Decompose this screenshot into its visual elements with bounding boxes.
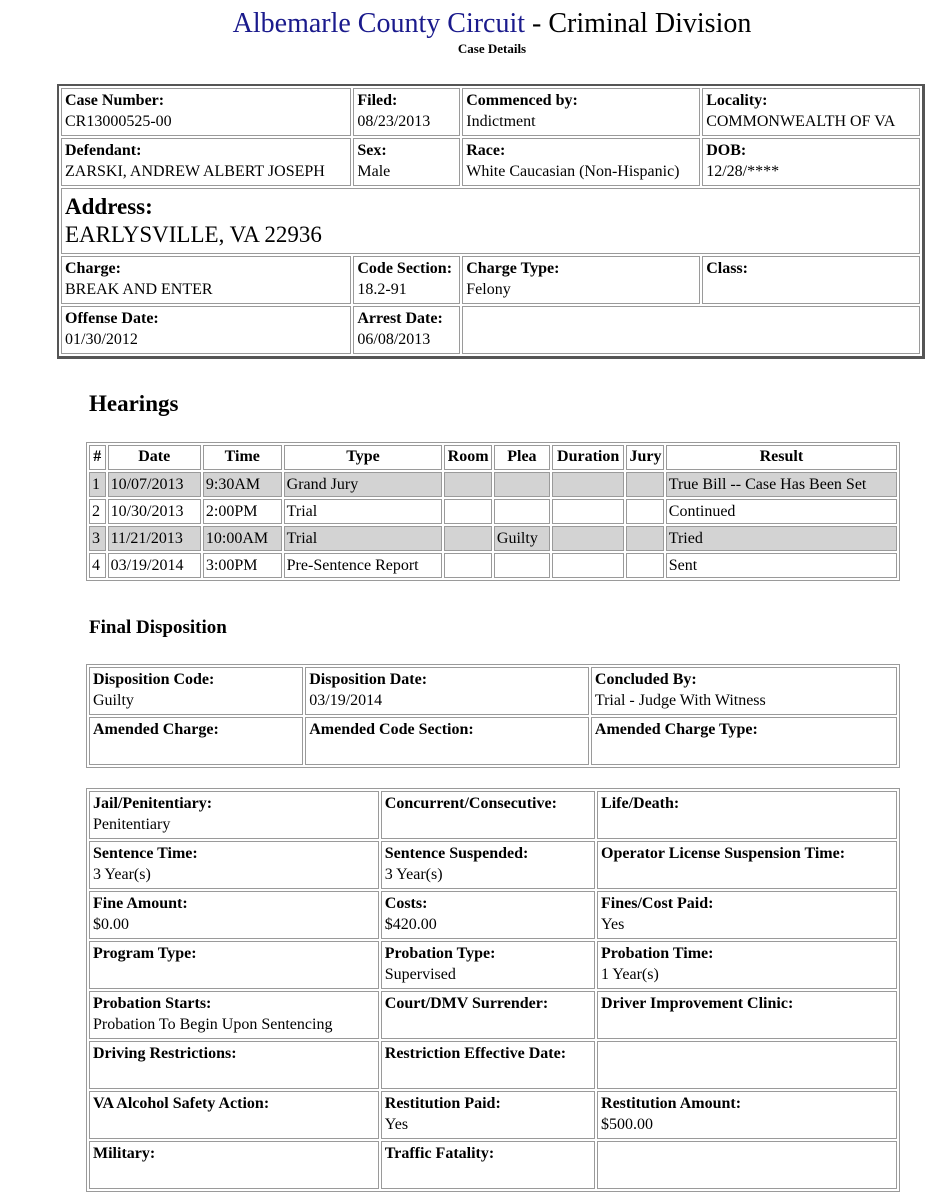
hearing-plea: Guilty [494, 526, 550, 551]
concurrent-cell [381, 791, 595, 839]
address-label: Address: [65, 194, 153, 219]
court-name: Albemarle County Circuit [232, 8, 526, 39]
jail-label: Jail/Penitentiary: [93, 795, 213, 812]
locality-value: COMMONWEALTH OF VA [706, 113, 896, 130]
sentence-suspended-value: 3 Year(s) [384, 866, 443, 883]
sex-value: Male [357, 163, 391, 180]
life-death-label: Life/Death: [601, 795, 680, 812]
jail-cell [89, 791, 379, 839]
column-header: Result [666, 445, 897, 470]
table-row [89, 553, 897, 578]
hearing-jury [626, 553, 663, 578]
filed-label: Filed: [357, 92, 398, 109]
hearing-date: 10/30/2013 [108, 499, 201, 524]
hearing-result: Continued [666, 499, 897, 524]
hearing-room [444, 472, 492, 497]
amended-charge-type-label: Amended Charge Type: [594, 721, 758, 738]
restitution-amount-label: Restitution Amount: [601, 1095, 742, 1112]
fines-paid-label: Fines/Cost Paid: [601, 895, 714, 912]
race-value: White Caucasian (Non-Hispanic) [466, 163, 680, 180]
page-header [0, 8, 934, 57]
table-row [89, 526, 897, 551]
hearing-duration [552, 472, 625, 497]
page-title [0, 8, 934, 40]
dob-value: 12/28/**** [706, 163, 780, 180]
costs-label: Costs: [384, 895, 428, 912]
hearing-date: 11/21/2013 [108, 526, 201, 551]
fine-amount-value: $0.00 [93, 916, 129, 933]
column-header: Date [108, 445, 201, 470]
hearing-jury [626, 526, 663, 551]
disposition-date-label: Disposition Date: [309, 671, 428, 688]
restitution-amount-value: $500.00 [601, 1116, 654, 1133]
commenced-by-value: Indictment [466, 113, 536, 130]
hearing-plea [494, 499, 550, 524]
commenced-by-cell [462, 88, 700, 136]
case-details-table [57, 84, 925, 359]
concluded-by-cell [591, 667, 897, 715]
military-cell [89, 1141, 379, 1189]
table-row [89, 499, 897, 524]
traffic-fatality-label: Traffic Fatality: [384, 1145, 495, 1162]
defendant-cell [61, 138, 351, 186]
restitution-paid-value: Yes [384, 1116, 409, 1133]
operator-license-label: Operator License Suspension Time: [601, 845, 846, 862]
restitution-paid-cell [381, 1091, 595, 1139]
program-type-cell [89, 941, 379, 989]
empty-cell [597, 1141, 897, 1189]
class-label: Class: [706, 260, 748, 277]
program-type-label: Program Type: [93, 945, 197, 962]
hearing-date: 10/07/2013 [108, 472, 201, 497]
filed-value: 08/23/2013 [357, 113, 431, 130]
probation-starts-label: Probation Starts: [93, 995, 212, 1012]
charge-cell [61, 256, 351, 304]
charge-type-cell [462, 256, 700, 304]
probation-time-value: 1 Year(s) [601, 966, 659, 983]
driving-restrictions-cell [89, 1041, 379, 1089]
amended-code-section-cell [305, 717, 589, 765]
probation-type-label: Probation Type: [384, 945, 496, 962]
locality-cell [702, 88, 920, 136]
column-header: Time [203, 445, 282, 470]
hearing-room [444, 553, 492, 578]
hearing-type: Trial [284, 499, 443, 524]
hearing-date: 03/19/2014 [108, 553, 201, 578]
amended-code-section-label: Amended Code Section: [309, 721, 474, 738]
defendant-value: ZARSKI, ANDREW ALBERT JOSEPH [65, 163, 325, 180]
hearing-type: Trial [284, 526, 443, 551]
traffic-fatality-cell [381, 1141, 595, 1189]
jail-value: Penitentiary [93, 816, 171, 833]
sentence-time-cell [89, 841, 379, 889]
arrest-date-label: Arrest Date: [357, 310, 443, 327]
court-dmv-label: Court/DMV Surrender: [384, 995, 549, 1012]
hearing-jury [626, 499, 663, 524]
page-subtitle: Case Details [457, 41, 527, 56]
hearing-room [444, 526, 492, 551]
offense-date-cell [61, 306, 351, 354]
hearing-num: 2 [89, 499, 106, 524]
hearing-result: Sent [666, 553, 897, 578]
hearing-num: 1 [89, 472, 106, 497]
hearings-table [86, 442, 900, 581]
probation-starts-value: Probation To Begin Upon Sentencing [93, 1016, 333, 1033]
title-separator: - [525, 8, 549, 39]
defendant-label: Defendant: [65, 142, 142, 159]
column-header: Plea [494, 445, 550, 470]
sentence-table [86, 788, 900, 1192]
column-header: Jury [626, 445, 663, 470]
case-number-value: CR13000525-00 [65, 113, 172, 130]
code-section-value: 18.2-91 [357, 281, 407, 298]
va-alcohol-cell [89, 1091, 379, 1139]
arrest-date-value: 06/08/2013 [357, 331, 431, 348]
dob-label: DOB: [706, 142, 747, 159]
charge-label: Charge: [65, 260, 121, 277]
sentence-suspended-cell [381, 841, 595, 889]
probation-type-value: Supervised [384, 966, 456, 983]
hearing-duration [552, 553, 625, 578]
blank-cell [597, 1041, 897, 1089]
hearing-jury [626, 472, 663, 497]
amended-charge-cell [89, 717, 303, 765]
fine-amount-label: Fine Amount: [93, 895, 188, 912]
column-header: Duration [552, 445, 625, 470]
probation-time-label: Probation Time: [601, 945, 714, 962]
probation-time-cell [597, 941, 897, 989]
race-cell [462, 138, 700, 186]
sentence-time-label: Sentence Time: [93, 845, 198, 862]
hearing-duration [552, 526, 625, 551]
driver-clinic-cell [597, 991, 897, 1039]
case-number-cell [61, 88, 351, 136]
concluded-by-label: Concluded By: [594, 671, 697, 688]
costs-cell [381, 891, 595, 939]
hearing-num: 4 [89, 553, 106, 578]
hearing-duration [552, 499, 625, 524]
arrest-date-cell [353, 306, 460, 354]
fines-paid-cell [597, 891, 897, 939]
hearing-time: 9:30AM [203, 472, 282, 497]
column-header: # [89, 445, 106, 470]
driver-clinic-label: Driver Improvement Clinic: [601, 995, 794, 1012]
code-section-label: Code Section: [357, 260, 453, 277]
hearing-time: 10:00AM [203, 526, 282, 551]
division-name: Criminal Division [548, 8, 752, 39]
hearing-type: Grand Jury [284, 472, 443, 497]
restriction-date-cell [381, 1041, 595, 1089]
case-number-label: Case Number: [65, 92, 165, 109]
hearing-room [444, 499, 492, 524]
court-dmv-cell [381, 991, 595, 1039]
military-label: Military: [93, 1145, 156, 1162]
charge-type-label: Charge Type: [466, 260, 560, 277]
restriction-date-label: Restriction Effective Date: [384, 1045, 567, 1062]
address-value: EARLYSVILLE, VA 22936 [65, 222, 322, 247]
hearing-plea [494, 553, 550, 578]
disposition-code-value: Guilty [93, 692, 134, 709]
restitution-amount-cell [597, 1091, 897, 1139]
life-death-cell [597, 791, 897, 839]
va-alcohol-label: VA Alcohol Safety Action: [93, 1095, 270, 1112]
sex-label: Sex: [357, 142, 387, 159]
concluded-by-value: Trial - Judge With Witness [594, 692, 766, 709]
dob-cell [702, 138, 920, 186]
fines-paid-value: Yes [601, 916, 625, 933]
address-cell [61, 188, 920, 254]
sentence-time-value: 3 Year(s) [93, 866, 151, 883]
code-section-cell [353, 256, 460, 304]
hearing-plea [494, 472, 550, 497]
driving-restrictions-label: Driving Restrictions: [93, 1045, 237, 1062]
fine-amount-cell [89, 891, 379, 939]
disposition-code-label: Disposition Code: [93, 671, 215, 688]
hearing-result: True Bill -- Case Has Been Set [666, 472, 897, 497]
empty-cell [462, 306, 920, 354]
hearings-heading: Hearings [89, 391, 179, 416]
operator-license-cell [597, 841, 897, 889]
hearing-time: 2:00PM [203, 499, 282, 524]
costs-value: $420.00 [384, 916, 437, 933]
locality-label: Locality: [706, 92, 768, 109]
offense-date-value: 01/30/2012 [65, 331, 138, 348]
sentence-suspended-label: Sentence Suspended: [384, 845, 529, 862]
final-disposition-heading: Final Disposition [89, 617, 227, 638]
charge-type-value: Felony [466, 281, 511, 298]
disposition-table [86, 664, 900, 768]
hearing-time: 3:00PM [203, 553, 282, 578]
class-cell [702, 256, 920, 304]
concurrent-label: Concurrent/Consecutive: [384, 795, 557, 812]
column-header: Room [444, 445, 492, 470]
race-label: Race: [466, 142, 506, 159]
amended-charge-label: Amended Charge: [93, 721, 219, 738]
table-row [89, 472, 897, 497]
hearing-type: Pre-Sentence Report [284, 553, 443, 578]
restitution-paid-label: Restitution Paid: [384, 1095, 501, 1112]
amended-charge-type-cell [591, 717, 897, 765]
probation-starts-cell [89, 991, 379, 1039]
disposition-date-cell [305, 667, 589, 715]
offense-date-label: Offense Date: [65, 310, 159, 327]
hearing-num: 3 [89, 526, 106, 551]
column-header: Type [284, 445, 443, 470]
hearing-result: Tried [666, 526, 897, 551]
filed-cell [353, 88, 460, 136]
probation-type-cell [381, 941, 595, 989]
hearings-header-row [89, 445, 897, 470]
commenced-by-label: Commenced by: [466, 92, 578, 109]
disposition-date-value: 03/19/2014 [309, 692, 383, 709]
sex-cell [353, 138, 460, 186]
disposition-code-cell [89, 667, 303, 715]
charge-value: BREAK AND ENTER [65, 281, 213, 298]
